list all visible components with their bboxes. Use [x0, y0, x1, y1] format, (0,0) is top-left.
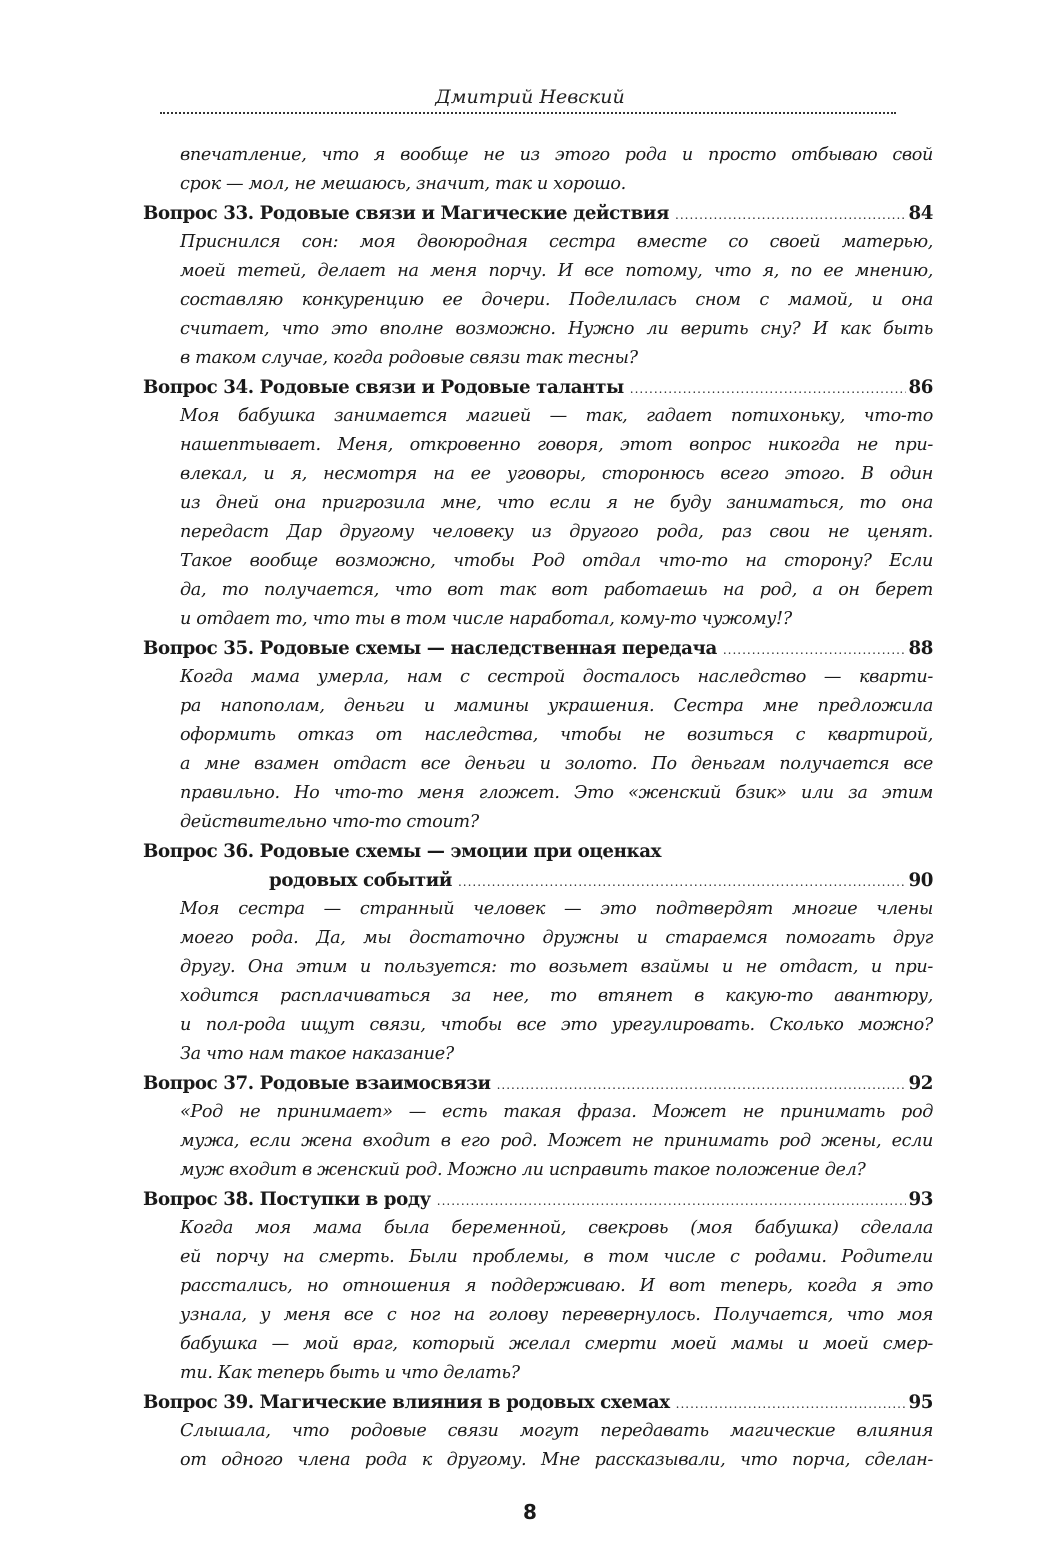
description-line: да, то получается, что вот так вот работаешь на род, а он берет [180, 580, 933, 600]
description-line: другу. Она этим и пользуется: то возьмет взаймы и не отдаст, и при- [180, 957, 933, 977]
description-line: Когда мама умерла, нам с сестрой досталось наследство — кварти- [180, 667, 933, 687]
toc-entry-heading [143, 634, 933, 663]
dot-leader [437, 1187, 907, 1214]
toc-entry-title: родовых событий [269, 870, 452, 891]
dot-leader [723, 636, 907, 663]
description-line: оформить отказ от наследства, чтобы не возиться с квартирой, [180, 725, 933, 745]
description-line: «Род не принимает» — есть такая фраза. Может не принимать род [180, 1102, 933, 1122]
description-line: Когда моя мама была беременной, свекровь (моя бабушка) сделала [180, 1218, 933, 1238]
description-line: мужа, если жена входит в его род. Может не принимать род жены, если [180, 1131, 933, 1151]
toc-entry-title: Вопрос 36. Родовые схемы — эмоции при оценках [143, 841, 662, 862]
dot-leader [675, 201, 906, 228]
toc-entry-title: Вопрос 39. Магические влияния в родовых схемах [143, 1392, 670, 1413]
description-line: действительно что-то стоит? [180, 812, 479, 832]
toc-entry [143, 373, 933, 634]
description-line: составляю конкуренцию ее дочери. Поделилась сном с мамой, и она [180, 290, 933, 310]
toc-entry-heading [143, 837, 933, 866]
description-line: Приснился сон: моя двоюродная сестра вместе со своей матерью, [180, 232, 933, 252]
toc-entry-title: Вопрос 35. Родовые схемы — наследственная передача [143, 638, 717, 659]
dot-leader [630, 375, 907, 402]
description-line: влекал, и я, несмотря на ее уговоры, сторонюсь всего этого. В один [180, 464, 933, 484]
description-line: муж входит в женский род. Можно ли исправить такое положение дел? [180, 1160, 866, 1180]
toc-entry-title: Вопрос 34. Родовые связи и Родовые таланты [143, 377, 624, 398]
description-line: срок — мол, не мешаюсь, значит, так и хорошо. [180, 174, 626, 194]
toc-entry [143, 1069, 933, 1185]
description-line: узнала, у меня все с ног на голову перевернулось. Получается, что моя [180, 1305, 933, 1325]
toc-entry-heading [143, 199, 933, 228]
description-line: Моя бабушка занимается магией — так, гадает потихоньку, что-то [180, 406, 933, 426]
description-line: ходится расплачиваться за нее, то втянет в какую-то авантюру, [180, 986, 933, 1006]
description-line: и отдает то, что ты в том числе наработал, кому-то чужому!? [180, 609, 792, 629]
description-line: бабушка — мой враг, который желал смерти моей мамы и моей смер- [180, 1334, 933, 1354]
toc-entry [143, 199, 933, 373]
description-line: правильно. Но что-то меня гложет. Это «женский бзик» или за этим [180, 783, 933, 803]
toc-entry [143, 837, 933, 1069]
toc-entry-page: 93 [908, 1189, 933, 1210]
toc-entry-page: 88 [908, 638, 933, 659]
description-line: расстались, но отношения я поддерживаю. И вот теперь, когда я это [180, 1276, 933, 1296]
description-line: впечатление, что я вообще не из этого рода и просто отбываю свой [180, 145, 933, 165]
description-line: ей порчу на смерть. Были проблемы, в том числе с родами. Родители [180, 1247, 933, 1267]
toc-entry-heading [143, 1185, 933, 1214]
description-line: Моя сестра — странный человек — это подтвердят многие члены [180, 899, 933, 919]
description-line: нашептывает. Меня, откровенно говоря, этот вопрос никогда не при- [180, 435, 933, 455]
toc-entry [143, 1185, 933, 1388]
description-line: в таком случае, когда родовые связи так тесны? [180, 348, 638, 368]
description-line: За что нам такое наказание? [180, 1044, 454, 1064]
toc-entry-page: 92 [908, 1073, 933, 1094]
description-line: Слышала, что родовые связи могут передавать магические влияния [180, 1421, 933, 1441]
toc-entry-title: Вопрос 37. Родовые взаимосвязи [143, 1073, 491, 1094]
description-line: а мне взамен отдаст все деньги и золото. По деньгам получается все [180, 754, 933, 774]
toc-entry [143, 634, 933, 837]
header-dotted-rule [160, 112, 896, 114]
toc-entry-title: Вопрос 33. Родовые связи и Магические действия [143, 203, 669, 224]
description-line: считает, что это вполне возможно. Нужно ли верить сну? И как быть [180, 319, 933, 339]
toc-entry-page: 86 [908, 377, 933, 398]
description-line: передаст Дар другому человеку из другого рода, раз свои не ценят. [180, 522, 933, 542]
description-line: от одного члена рода к другому. Мне рассказывали, что порча, сделан- [180, 1450, 933, 1470]
description-line: моей тетей, делает на меня порчу. И все потому, что я, по ее мнению, [180, 261, 933, 281]
dot-leader [458, 868, 907, 895]
toc-entry-page: 90 [908, 870, 933, 891]
toc-entry-heading [143, 866, 933, 895]
page-number: 8 [523, 1500, 537, 1524]
description-line: моего рода. Да, мы достаточно дружны и стараемся помогать друг [180, 928, 933, 948]
toc-entry-title: Вопрос 38. Поступки в роду [143, 1189, 431, 1210]
toc-entry-heading [143, 1069, 933, 1098]
table-of-contents [143, 141, 933, 1475]
dot-leader [676, 1390, 907, 1417]
description-line: ти. Как теперь быть и что делать? [180, 1363, 520, 1383]
running-head-author: Дмитрий Невский [435, 86, 625, 108]
dot-leader [497, 1071, 907, 1098]
toc-entry-page: 95 [908, 1392, 933, 1413]
description-line: из дней она пригрозила мне, что если я не буду заниматься, то она [180, 493, 933, 513]
description-line: и пол-рода ищут связи, чтобы все это урегулировать. Сколько можно? [180, 1015, 933, 1035]
toc-entry-heading [143, 1388, 933, 1417]
description-line: Такое вообще возможно, чтобы Род отдал что-то на сторону? Если [180, 551, 933, 571]
toc-entry-page: 84 [908, 203, 933, 224]
description-line: ра напополам, деньги и мамины украшения. Сестра мне предложила [180, 696, 933, 716]
toc-entry [143, 1388, 933, 1475]
toc-entry-heading [143, 373, 933, 402]
